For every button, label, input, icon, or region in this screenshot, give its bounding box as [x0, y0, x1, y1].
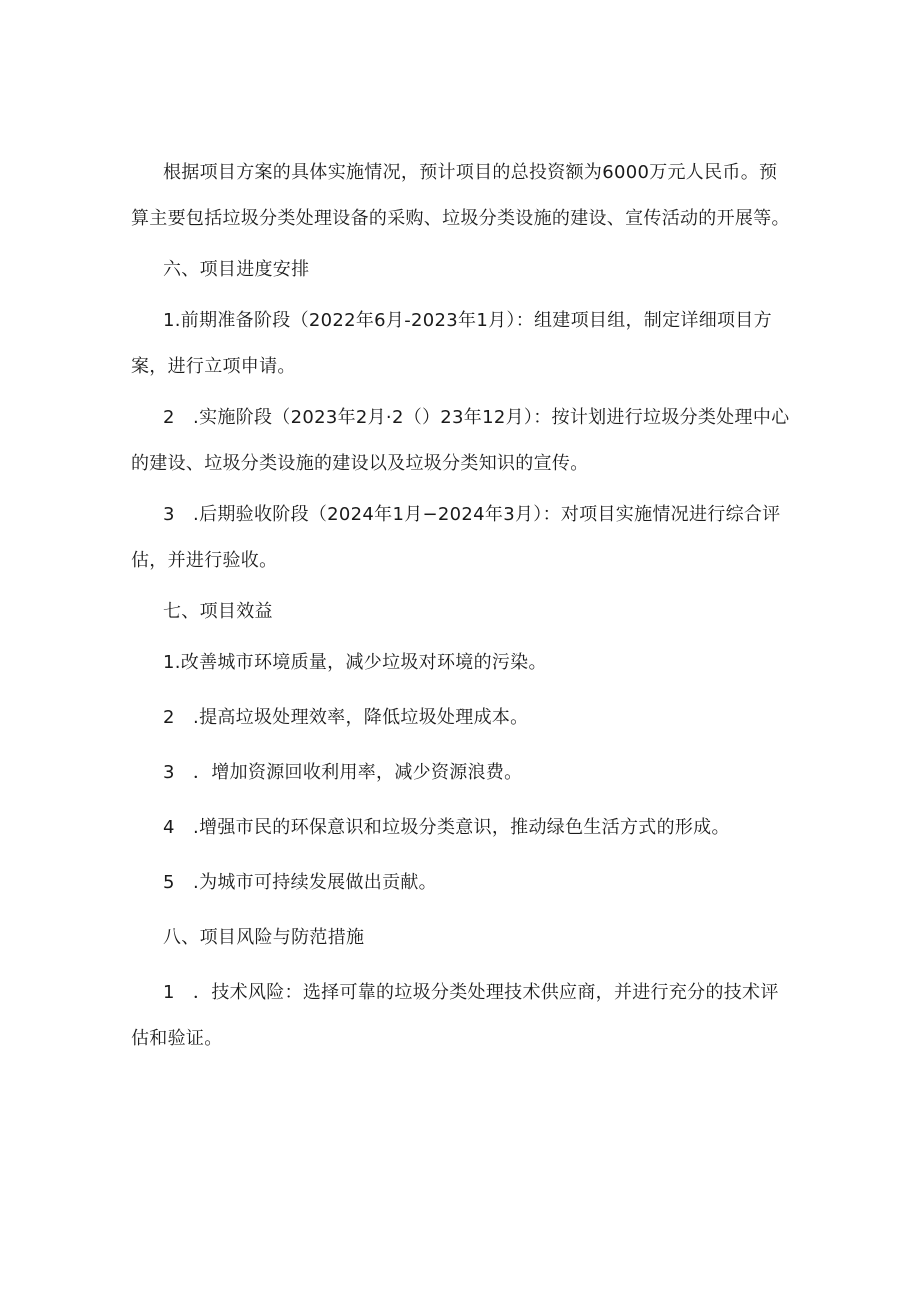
schedule-item-acceptance: 3 .后期验收阶段（2024年1月−2024年3月）：对项目实施情况进行综合评估，并进行验收。	[131, 504, 781, 571]
benefit-item: 2 .提高垃圾处理效率，降低垃圾处理成本。	[163, 707, 529, 728]
section-heading-schedule: 六、项目进度安排	[163, 259, 310, 280]
section-heading-benefits: 七、项目效益	[163, 601, 273, 622]
benefit-item: 3 ．增加资源回收利用率，减少资源浪费。	[163, 762, 523, 783]
risk-item-technical: 1 ．技术风险：选择可靠的垃圾分类处理技术供应商，并进行充分的技术评估和验证。	[131, 982, 779, 1049]
document-body	[131, 150, 791, 1062]
budget-paragraph: 根据项目方案的具体实施情况，预计项目的总投资额为6000万元人民币。预算主要包括垃圾分类处理设备的采购、垃圾分类设施的建设、宣传活动的开展等。	[131, 162, 790, 229]
section-heading-risks: 八、项目风险与防范措施	[163, 927, 365, 948]
benefit-item: 1.改善城市环境质量，减少垃圾对环境的污染。	[163, 652, 547, 673]
benefit-item: 4 .增强市民的环保意识和垃圾分类意识，推动绿色生活方式的形成。	[163, 817, 730, 838]
benefit-item: 5 .为城市可持续发展做出贡献。	[163, 872, 437, 893]
schedule-item-preparation: 1.前期准备阶段（2022年6月-2023年1月）：组建项目组，制定详细项目方案，进行立项申请。	[131, 310, 772, 377]
schedule-item-implementation: 2 .实施阶段（2023年2月·2（）23年12月）：按计划进行垃圾分类处理中心的建设、垃圾分类设施的建设以及垃圾分类知识的宣传。	[131, 407, 790, 474]
